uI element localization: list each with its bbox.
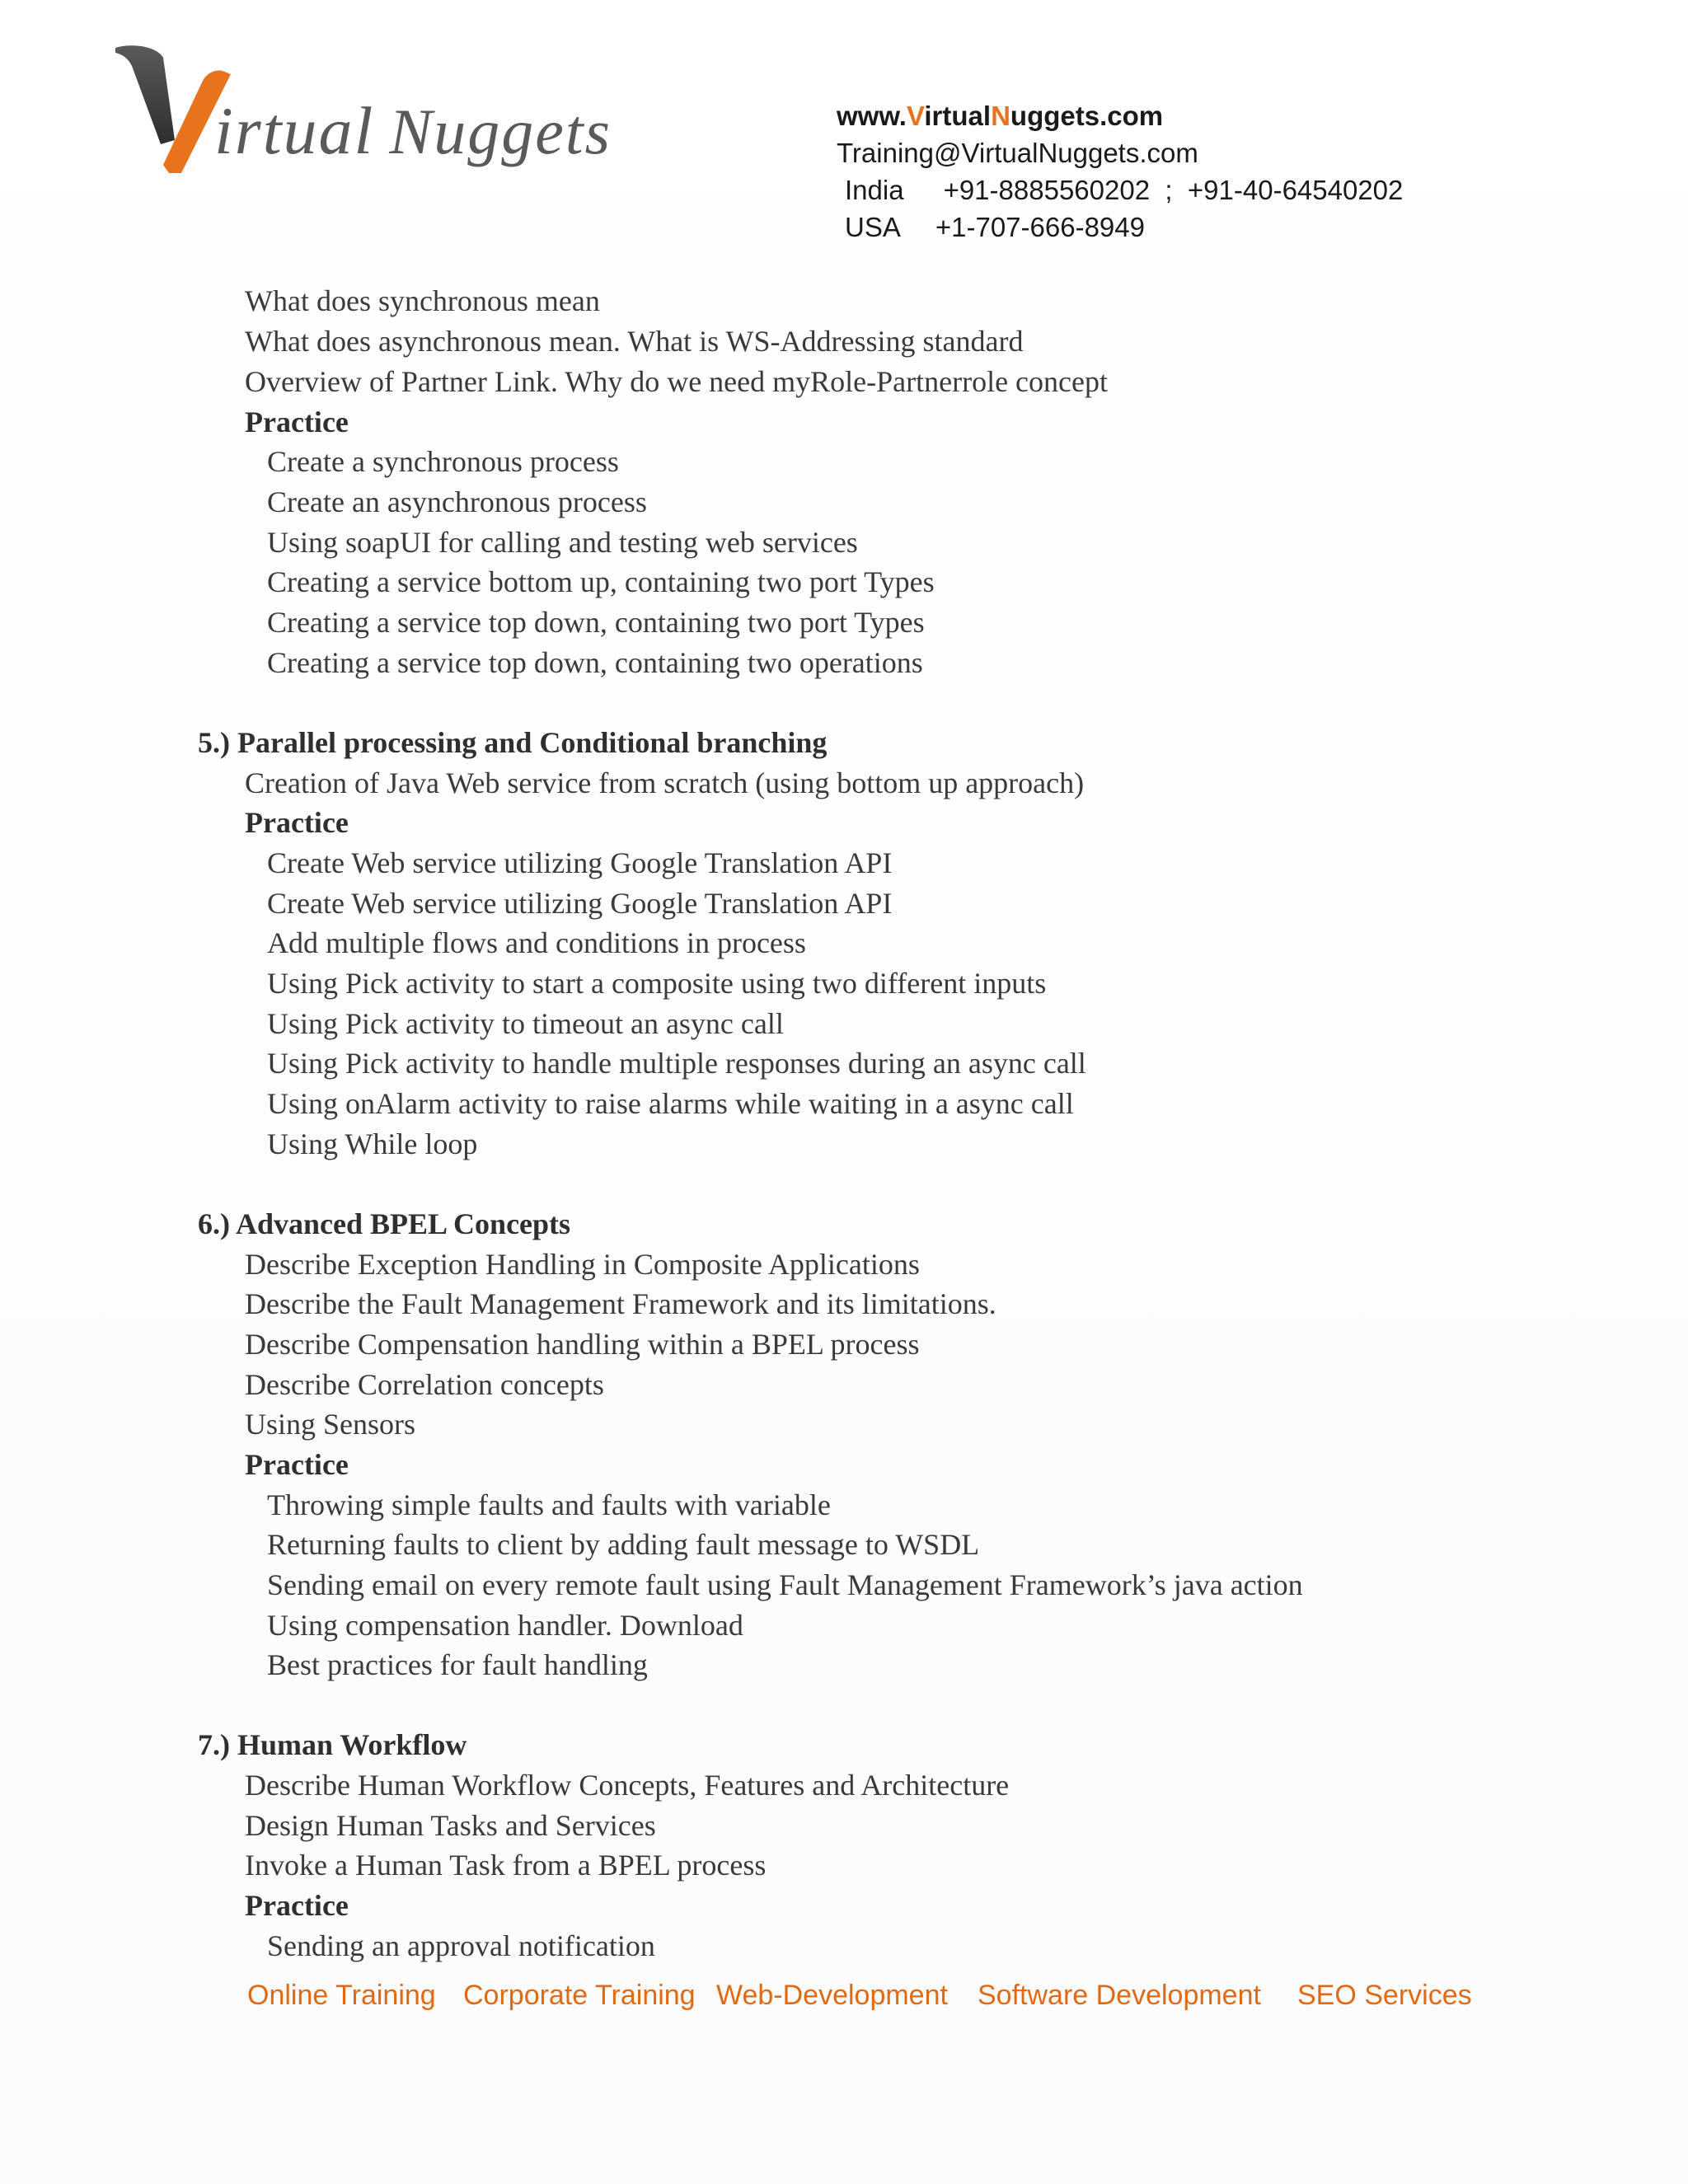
practice-item: Creating a service top down, containing two port Types xyxy=(267,606,925,639)
footer-link-seo-services[interactable]: SEO Services xyxy=(1297,1980,1472,2011)
virtual-nuggets-logo xyxy=(99,41,676,198)
usa-label: USA xyxy=(845,212,901,242)
usa-phone-row xyxy=(837,209,1403,246)
section-heading: 6.) Advanced BPEL Concepts xyxy=(198,1207,571,1240)
practice-item: Sending email on every remote fault using Fault Management Framework’s java action xyxy=(267,1568,1303,1601)
practice-item: Using Pick activity to timeout an async call xyxy=(267,1007,784,1040)
footer-link-corporate-training[interactable]: Corporate Training xyxy=(463,1980,696,2011)
practice-heading: Practice xyxy=(245,806,349,839)
practice-item: Add multiple flows and conditions in process xyxy=(267,926,806,959)
india-phone-row xyxy=(837,171,1403,209)
topic-line: What does synchronous mean xyxy=(245,284,600,317)
topic-line: Creation of Java Web service from scratch (using bottom up approach) xyxy=(245,766,1085,799)
section-heading: 5.) Parallel processing and Conditional branching xyxy=(198,726,828,759)
footer-link-online-training[interactable]: Online Training xyxy=(247,1980,436,2011)
section-heading: 7.) Human Workflow xyxy=(198,1728,467,1761)
topic-line: Design Human Tasks and Services xyxy=(245,1809,656,1842)
practice-item: Sending an approval notification xyxy=(267,1929,655,1962)
practice-item: Create an asynchronous process xyxy=(267,485,647,518)
footer-link-software-development[interactable]: Software Development xyxy=(978,1980,1261,2011)
contact-block xyxy=(837,97,1403,246)
practice-item: Create a synchronous process xyxy=(267,445,619,478)
practice-item: Using onAlarm activity to raise alarms while waiting in a async call xyxy=(267,1087,1074,1120)
practice-item: Using While loop xyxy=(267,1127,478,1160)
topic-line: What does asynchronous mean. What is WS-Addressing standard xyxy=(245,325,1024,358)
practice-item: Using Pick activity to start a composite using two different inputs xyxy=(267,967,1047,1000)
topic-line: Describe the Fault Management Framework and its limitations. xyxy=(245,1287,996,1320)
practice-heading: Practice xyxy=(245,1448,349,1481)
practice-item: Create Web service utilizing Google Translation API xyxy=(267,846,893,879)
logo-wordmark: irtual Nuggets xyxy=(214,93,612,168)
footer-link-web-development[interactable]: Web-Development xyxy=(716,1980,948,2011)
usa-phone: +1-707-666-8949 xyxy=(935,212,1145,242)
india-label: India xyxy=(845,175,904,205)
practice-item: Using Pick activity to handle multiple responses during an async call xyxy=(267,1047,1086,1080)
topic-line: Describe Human Workflow Concepts, Features and Architecture xyxy=(245,1769,1010,1802)
india-phone: +91-8885560202 ; +91-40-64540202 xyxy=(943,175,1404,205)
practice-heading: Practice xyxy=(245,1889,349,1922)
practice-item: Best practices for fault handling xyxy=(267,1648,648,1681)
topic-line: Overview of Partner Link. Why do we need myRole-Partnerrole concept xyxy=(245,365,1108,398)
topic-line: Describe Compensation handling within a BPEL process xyxy=(245,1328,920,1361)
topic-line: Describe Correlation concepts xyxy=(245,1368,604,1401)
practice-heading: Practice xyxy=(245,405,349,438)
practice-item: Throwing simple faults and faults with variable xyxy=(267,1488,831,1521)
website-link[interactable]: www.VirtualNuggets.com xyxy=(837,101,1164,131)
practice-item: Using soapUI for calling and testing web services xyxy=(267,526,858,559)
practice-item: Creating a service bottom up, containing two port Types xyxy=(267,565,935,598)
topic-line: Invoke a Human Task from a BPEL process xyxy=(245,1849,767,1882)
email-link[interactable]: Training@VirtualNuggets.com xyxy=(837,138,1198,168)
topic-line: Using Sensors xyxy=(245,1408,416,1441)
practice-item: Returning faults to client by adding fault message to WSDL xyxy=(267,1528,980,1561)
topic-line: Describe Exception Handling in Composite Applications xyxy=(245,1248,920,1281)
practice-item: Using compensation handler. Download xyxy=(267,1609,743,1642)
practice-item: Creating a service top down, containing two operations xyxy=(267,646,923,679)
practice-item: Create Web service utilizing Google Translation API xyxy=(267,887,893,920)
